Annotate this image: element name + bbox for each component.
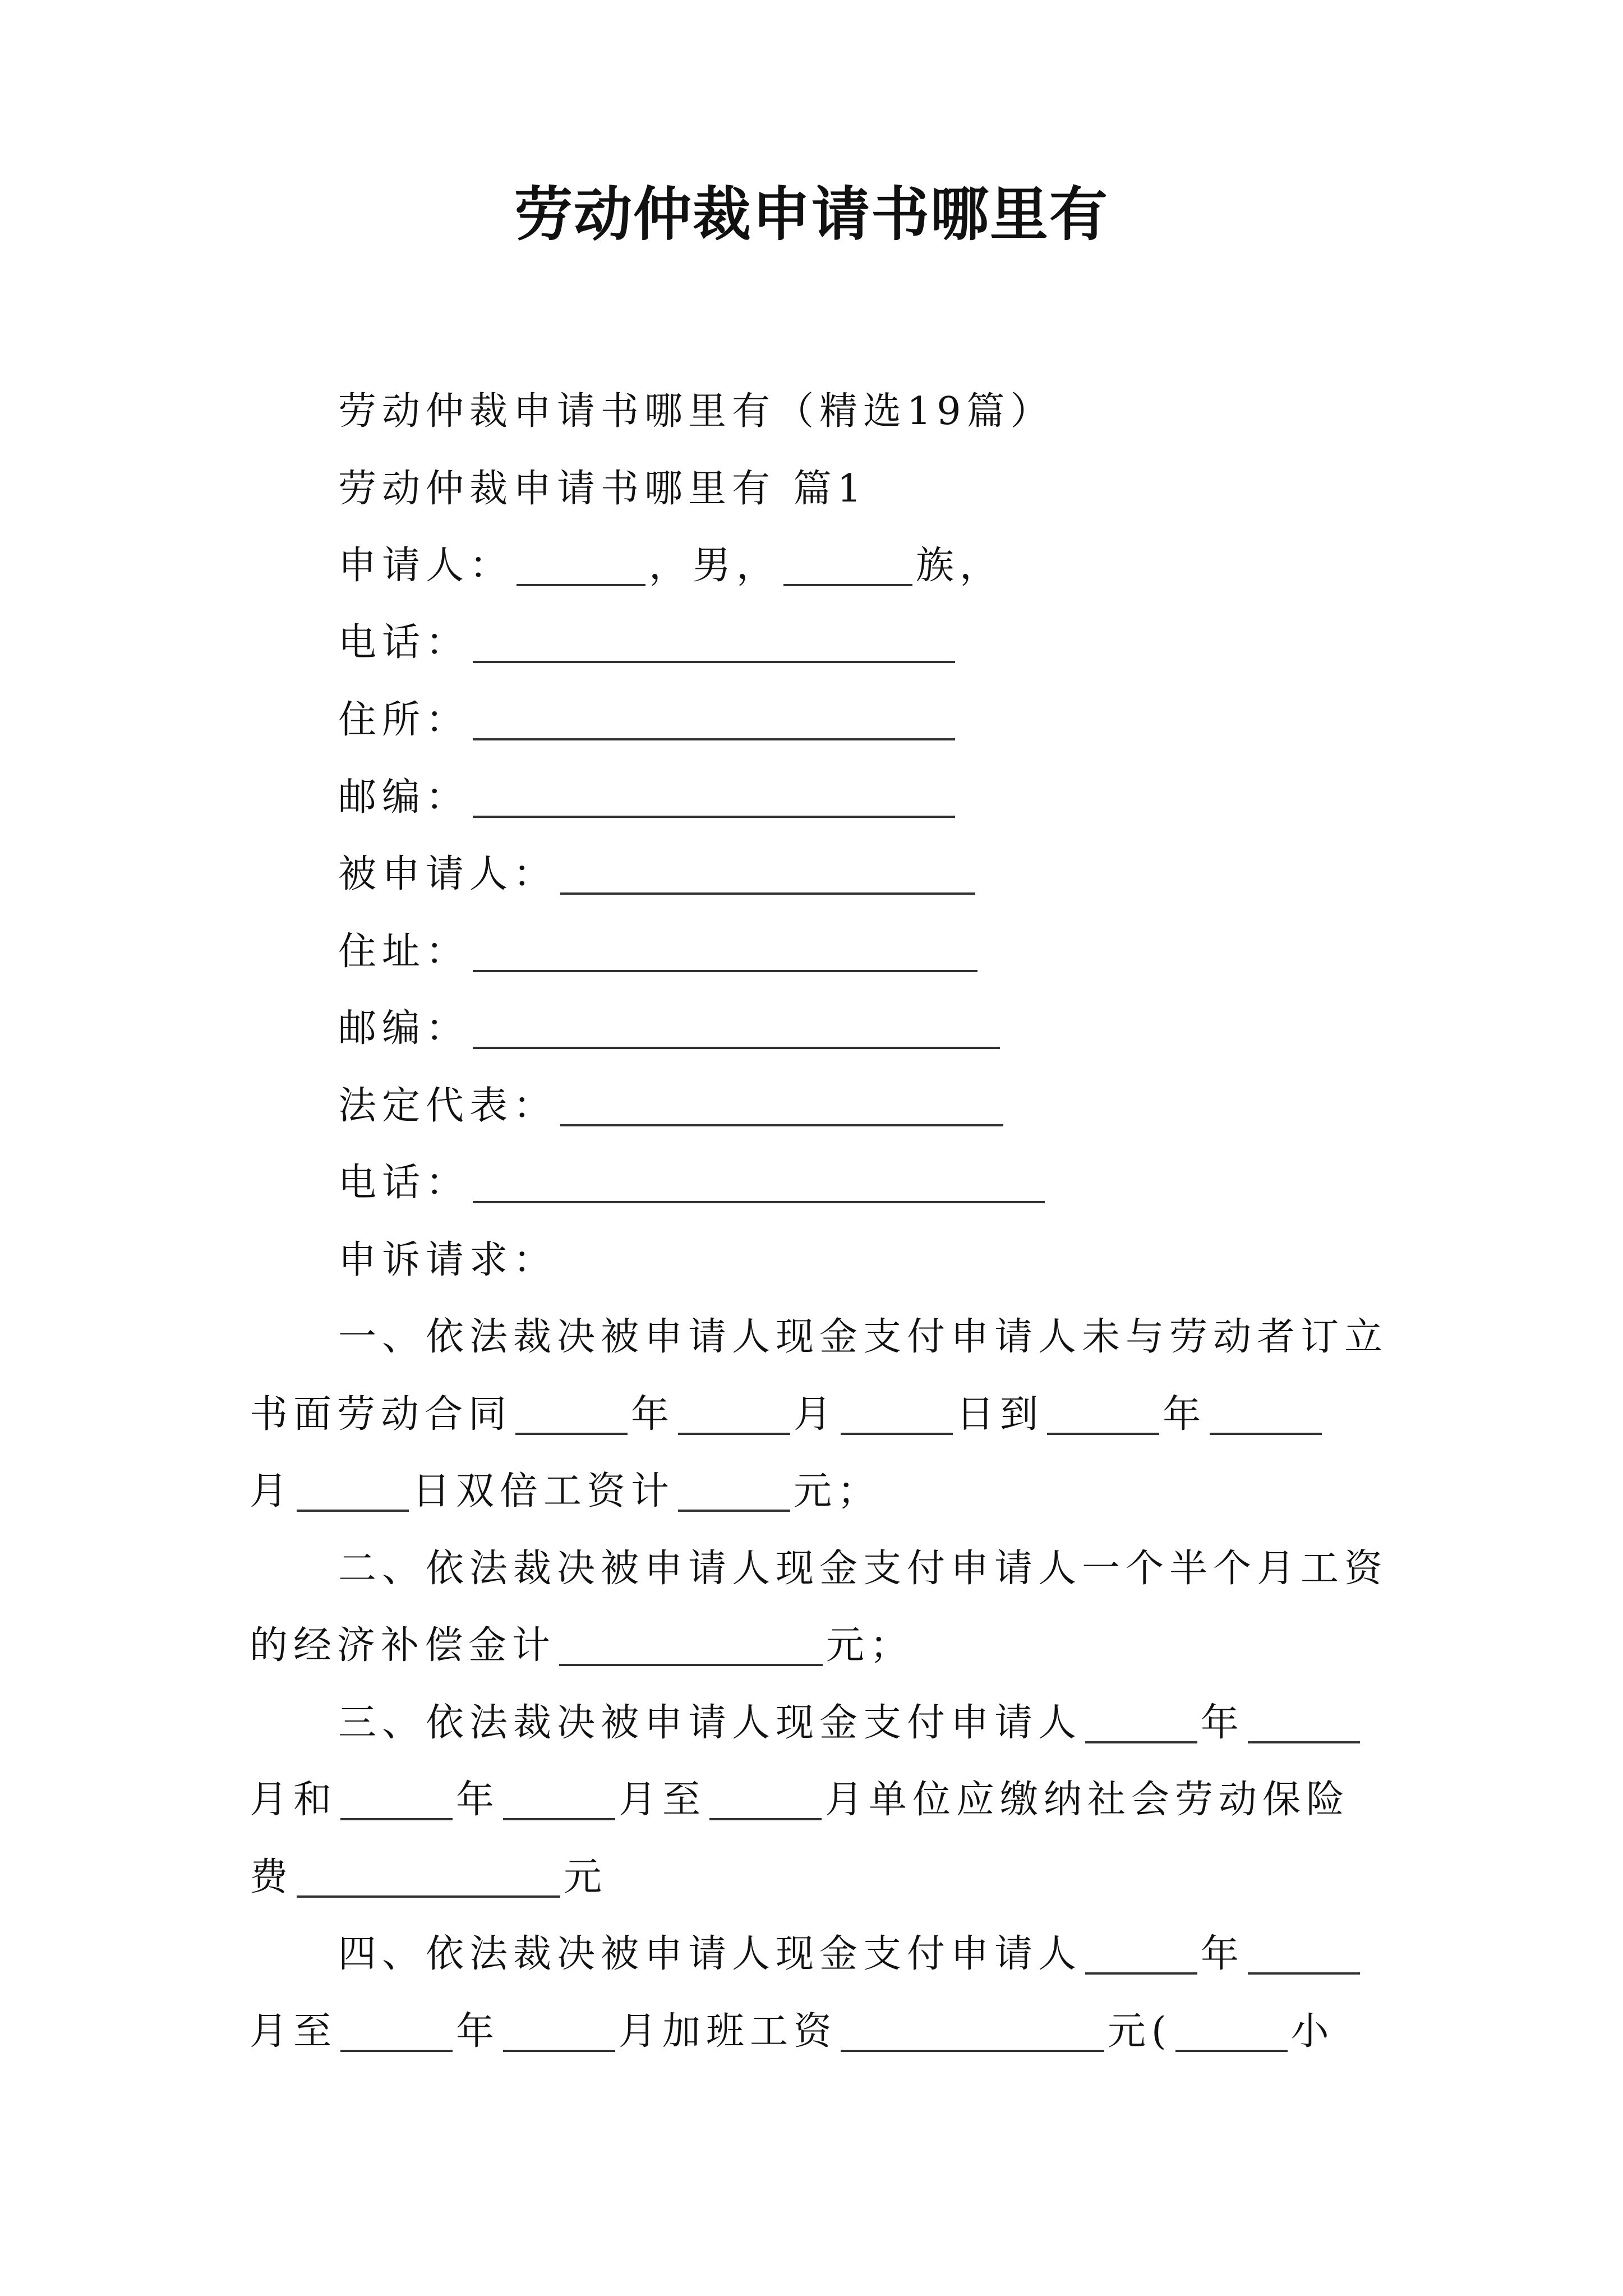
claims-heading: 申诉请求：: [338, 1238, 557, 1282]
claim1-text: 元；: [794, 1469, 882, 1513]
claim1-blank: [515, 1433, 628, 1435]
claim3-line3: [250, 1855, 608, 1899]
claim2-text: 元；: [826, 1623, 914, 1668]
claim4-text: 小: [1290, 2009, 1335, 2054]
claim4-blank: [503, 2050, 615, 2052]
claim3-blank: [1248, 1741, 1360, 1743]
claim3-text: 元: [564, 1855, 608, 1899]
claim3-text: 年: [456, 1778, 500, 1822]
claim4-text: 月至: [250, 2009, 338, 2054]
claim4-line2: [250, 2009, 1335, 2054]
claim1-blank: [297, 1510, 409, 1512]
phone-blank: [473, 661, 955, 663]
applicant-gender: ，男，: [649, 544, 781, 588]
address-label: 住址：: [338, 930, 470, 974]
postcode-label: 邮编：: [338, 775, 470, 820]
section-heading: 劳动仲裁申请书哪里有 篇1: [338, 467, 867, 511]
phone2-label: 电话：: [338, 1161, 470, 1205]
residence-blank: [473, 738, 955, 740]
legal-rep-blank: [560, 1124, 1003, 1126]
claim4-blank: [1085, 1972, 1197, 1975]
postcode-blank: [473, 816, 955, 818]
claim3-blank: [340, 1818, 453, 1820]
phone2-blank: [473, 1201, 1045, 1203]
claim3-text: 月至: [619, 1778, 707, 1822]
claim1-text: 月: [250, 1469, 294, 1513]
residence-label: 住所：: [338, 698, 470, 742]
postcode-line: [338, 775, 958, 820]
applicant-label: 申请人：: [338, 544, 514, 588]
claim3-text: 三、依法裁决被申请人现金支付申请人: [338, 1701, 1082, 1745]
phone-line: [338, 620, 958, 665]
address-blank: [473, 970, 978, 972]
claim3-text: 费: [250, 1855, 294, 1899]
claim3-blank: [1085, 1741, 1197, 1743]
claim1-line3: [250, 1469, 882, 1513]
claim4-text: 年: [456, 2009, 500, 2054]
claim1-line2: [250, 1392, 1325, 1437]
applicant-line: [338, 544, 1004, 588]
claim1-text: 日到: [956, 1392, 1044, 1437]
claim1-blank: [678, 1433, 790, 1435]
claim4-line1: [338, 1932, 1363, 1976]
claim1-text: 日双倍工资计: [412, 1469, 675, 1513]
claim1-blank: [678, 1510, 790, 1512]
claim1-blank: [1210, 1433, 1322, 1435]
applicant-ethnicity-blank: [783, 584, 912, 586]
claim2-line2: [250, 1623, 914, 1668]
claim1-text: 书面劳动合同: [250, 1392, 513, 1437]
claim3-text: 月单位应缴纳社会劳动保险: [825, 1778, 1350, 1822]
phone-label: 电话：: [338, 620, 470, 665]
claim4-blank: [1248, 1972, 1360, 1975]
claim3-text: 年: [1201, 1701, 1245, 1745]
claim1-text: 年: [631, 1392, 675, 1437]
respondent-blank: [560, 892, 975, 895]
claim1-text: 年: [1163, 1392, 1207, 1437]
applicant-ethnicity-suffix: 族，: [916, 544, 1004, 588]
postcode2-blank: [473, 1047, 1000, 1049]
claim4-text: 年: [1201, 1932, 1245, 1976]
claim4-text: 元(: [1108, 2009, 1172, 2054]
respondent-label: 被申请人：: [338, 852, 557, 896]
postcode2-line: [338, 1006, 1003, 1051]
applicant-name-blank: [517, 584, 645, 586]
claim3-text: 月和: [250, 1778, 338, 1822]
claim2-blank: [559, 1664, 823, 1666]
claim4-text: 四、依法裁决被申请人现金支付申请人: [338, 1932, 1082, 1976]
claim3-line2: [250, 1778, 1350, 1822]
address-line: [338, 930, 981, 974]
claim1-blank: [841, 1433, 953, 1435]
claim3-blank: [503, 1818, 615, 1820]
claim4-blank: [340, 2050, 453, 2052]
document-title: 劳动仲裁申请书哪里有: [514, 180, 1109, 249]
claim3-blank: [297, 1895, 560, 1898]
claim3-blank: [709, 1818, 822, 1820]
legal-rep-label: 法定代表：: [338, 1084, 557, 1128]
phone2-line: [338, 1161, 1048, 1205]
legal-rep-line: [338, 1084, 1007, 1128]
respondent-line: [338, 852, 979, 896]
claim3-line1: [338, 1701, 1363, 1745]
claim1-blank: [1047, 1433, 1159, 1435]
claim4-blank: [1175, 2050, 1288, 2052]
claim2-line1: 二、依法裁决被申请人现金支付申请人一个半个月工资: [338, 1547, 1389, 1591]
document-subtitle: 劳动仲裁申请书哪里有（精选19篇）: [338, 389, 1054, 434]
postcode2-label: 邮编：: [338, 1006, 470, 1051]
claim4-text: 月加班工资: [619, 2009, 838, 2054]
residence-line: [338, 698, 958, 742]
claim2-text: 的经济补偿金计: [250, 1623, 556, 1668]
claim4-blank: [841, 2050, 1104, 2052]
claim1-line1: 一、依法裁决被申请人现金支付申请人未与劳动者订立: [338, 1315, 1389, 1359]
claim1-text: 月: [794, 1392, 838, 1437]
